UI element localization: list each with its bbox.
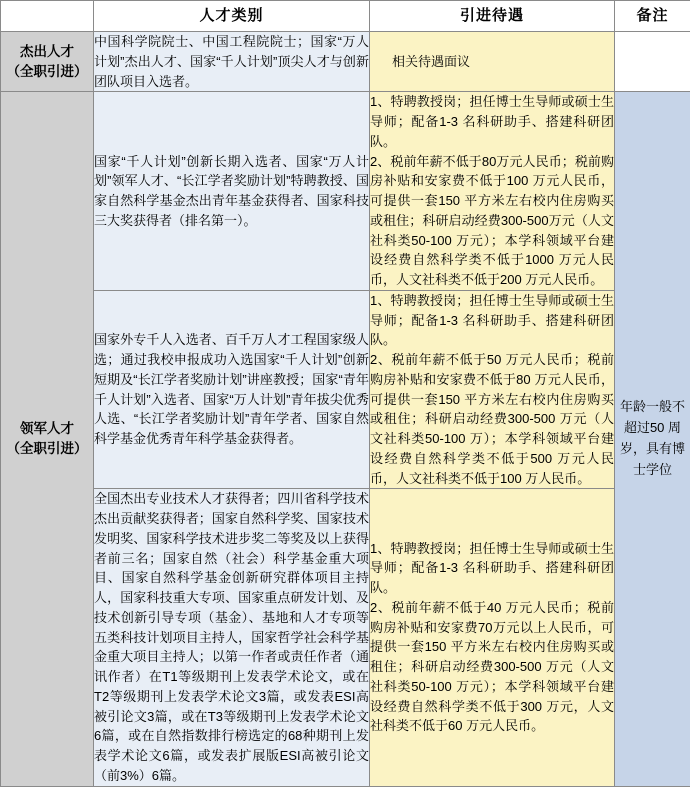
header-category: 人才类别 — [94, 1, 370, 32]
table-row — [1, 92, 690, 291]
treatment-item: 1、特聘教授岗；担任博士生导师或硕士生导师；配备1-3 名科研助手、搭建科研团队。 — [370, 539, 614, 598]
table-row — [1, 290, 690, 489]
category-line-1: 杰出人才 — [1, 42, 93, 62]
table-row — [1, 32, 690, 92]
detail-cell-row-2: 国家“千人计划”创新长期入选者、国家“万人计划”领军人才、“长江学者奖励计划”特聘教授、国家自然科学基金杰出青年基金获得者、国家科技三大奖获得者（排名第一）。 — [94, 92, 370, 291]
remark-text: 年龄一般不超过50 周岁，具有博士学位 — [620, 399, 685, 476]
remark-cell — [615, 92, 690, 786]
treatment-item: 相关待遇面议 — [392, 52, 614, 72]
detail-cell-row-4: 全国杰出专业技术人才获得者；四川省科学技术杰出贡献奖获得者；国家自然科学奖、国家技术发明奖、国家科学技术进步奖二等奖及以上获得者前三名；国家自然（社会）科学基金重大项目、国家自然科学基金创新研究群体项目主持人，国家科技重大专项、国家重点研发计划、及技术创新引导专项（基金）、基地和人才专项等五类科技计划项目主持人，国家哲学社会科学基金重大项目主持人；以第一作者或责任作者（通讯作者）在T1等级期刊上发表学术论文，或在T2等级期刊上发表学术论文3篇，或发表ESI高被引论文3篇，或在T3等级期刊上发表学术论文6篇，或在自然指数排行榜选定的68种期刊上发表学术论文6篇，或发表扩展版ESI高被引论文（前3%）6篇。 — [94, 489, 370, 786]
category-cell-outstanding-talent — [1, 32, 94, 92]
treatment-item: 1、特聘教授岗；担任博士生导师或硕士生导师；配备1-3 名科研助手、搭建科研团队。 — [370, 92, 614, 151]
treatment-item: 2、税前年薪不低于40 万元人民币；税前购房补贴和安家费70万元以上人民币，可提供一套150 平方米左右校内住房购买或租住；科研启动经费300-500 万元（人文社科类50-100 万元）；本学科领域平台建设经费自然科学类不低于300 万元，人文社科类不低于60 万元人民币。 — [370, 598, 614, 736]
detail-cell-row-1: 中国科学院院士、中国工程院院士；国家“万人计划”杰出人才、国家“千人计划”顶尖人才与创新团队项目入选者。 — [94, 32, 370, 92]
table-header-row — [1, 1, 690, 32]
treatment-cell-row-2 — [370, 92, 615, 291]
category-line-1: 领军人才 — [1, 419, 93, 439]
header-corner-blank — [1, 1, 94, 32]
treatment-item: 1、特聘教授岗；担任博士生导师或硕士生导师；配备1-3 名科研助手、搭建科研团队。 — [370, 291, 614, 350]
treatment-item: 2、税前年薪不低于80万元人民币；税前购房补贴和安家费不低于100 万元人民币，可提供一套150 平方米左右校内住房购买或租住；科研启动经费300-500万元（人文社科类50-100 万元）；本学科领域平台建设经费自然科学类不低于1000 万元人民币，人文社科类不低于200 万元人民币。 — [370, 152, 614, 290]
category-cell-leading-talent — [1, 92, 94, 786]
detail-cell-row-3: 国家外专千人入选者、百千万人才工程国家级人选；通过我校申报成功入选国家“千人计划”创新短期及“长江学者奖励计划”讲座教授；国家“青年千人计划”入选者、国家“万人计划”青年拔尖优秀人选、“长江学者奖励计划”青年学者、国家自然科学基金优秀青年科学基金获得者。 — [94, 290, 370, 489]
header-treatment: 引进待遇 — [370, 1, 615, 32]
category-line-2: （全职引进） — [1, 439, 93, 459]
remark-blank-row-1 — [615, 32, 690, 92]
table-row — [1, 489, 690, 786]
treatment-item: 2、税前年薪不低于50 万元人民币；税前购房补贴和安家费不低于80 万元人民币，可提供一套150 平方米左右校内住房购买或租住；科研启动经费300-500 万元（人文社科类50-100 万）；本学科领域平台建设经费自然科学类不低于500 万元人民币，人文社科类不低于100 万人民币。 — [370, 350, 614, 488]
header-remark: 备注 — [615, 1, 690, 32]
category-line-2: （全职引进） — [1, 62, 93, 82]
treatment-cell-row-3 — [370, 290, 615, 489]
treatment-cell-row-1 — [370, 32, 615, 92]
treatment-cell-row-4 — [370, 489, 615, 786]
